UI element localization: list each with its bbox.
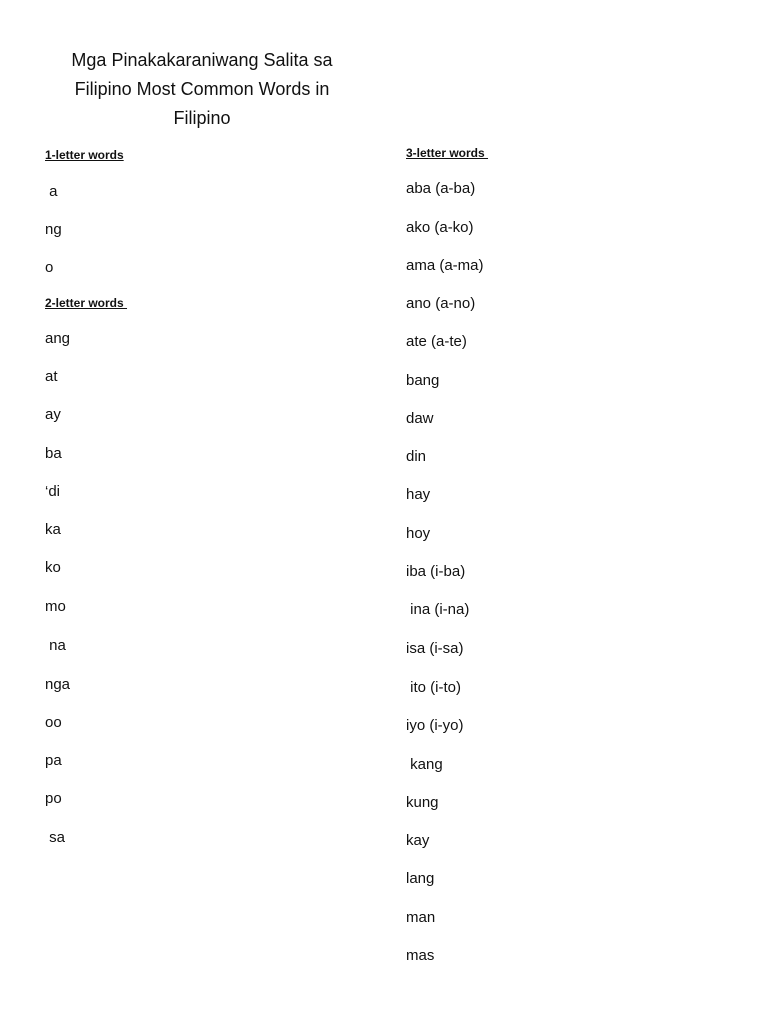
word-item: isa (i-sa) <box>406 640 464 657</box>
document-title <box>42 46 362 133</box>
word-item: ate (a-te) <box>406 333 467 350</box>
heading-2-letter-words: 2-letter words <box>45 296 128 310</box>
word-item: pa <box>45 752 62 769</box>
word-item: ‘di <box>45 483 61 500</box>
word-item: nga <box>45 676 71 693</box>
heading-1-letter-words: 1-letter words <box>45 148 124 162</box>
heading-3-letter-words: 3-letter words <box>406 146 489 160</box>
word-item: ito (i-to) <box>406 679 462 696</box>
word-item: bang <box>406 372 440 389</box>
title-line-1: Mga Pinakakaraniwang Salita sa <box>71 50 333 70</box>
word-item: aba (a-ba) <box>406 180 476 197</box>
word-item: kay <box>406 832 430 849</box>
word-item: at <box>45 368 58 385</box>
word-item: sa <box>45 829 66 846</box>
word-item: ko <box>45 559 61 576</box>
title-line-2: Filipino Most Common Words in <box>74 79 330 99</box>
word-item: hoy <box>406 525 431 542</box>
word-item: o <box>45 259 54 276</box>
word-item: man <box>406 909 436 926</box>
word-item: mo <box>45 598 66 615</box>
word-item: ako (a-ko) <box>406 219 474 236</box>
word-item: ka <box>45 521 61 538</box>
word-item: kang <box>406 756 443 773</box>
word-item: iba (i-ba) <box>406 563 466 580</box>
word-item: ano (a-no) <box>406 295 476 312</box>
title-line-3: Filipino <box>173 108 231 128</box>
word-item: ba <box>45 445 62 462</box>
word-item: na <box>45 637 66 654</box>
word-item: hay <box>406 486 431 503</box>
word-item: din <box>406 448 427 465</box>
word-item: daw <box>406 410 434 427</box>
word-item: ang <box>45 330 71 347</box>
word-item: po <box>45 790 62 807</box>
word-item: oo <box>45 714 62 731</box>
word-item: a <box>45 183 58 200</box>
word-item: kung <box>406 794 439 811</box>
word-item: mas <box>406 947 435 964</box>
word-item: ng <box>45 221 62 238</box>
word-item: ay <box>45 406 61 423</box>
word-item: iyo (i-yo) <box>406 717 464 734</box>
word-item: lang <box>406 870 435 887</box>
word-item: ina (i-na) <box>406 601 470 618</box>
word-item: ama (a-ma) <box>406 257 484 274</box>
